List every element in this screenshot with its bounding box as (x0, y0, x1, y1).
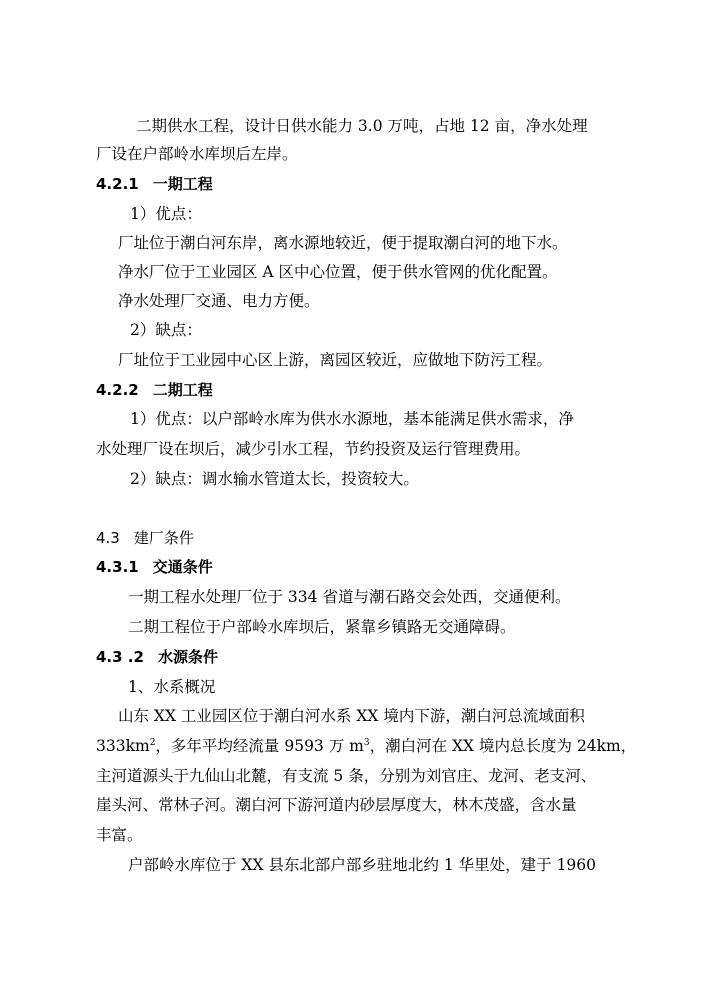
paragraph-1-line-3: 主河道源头于九仙山北麓，有支流 5 条，分别为刘官庄、龙河、老支河、 (96, 767, 597, 785)
heading-title: 二期工程 (152, 381, 213, 399)
subheading-water-system: 1、水系概况 (128, 678, 216, 696)
heading-title: 建厂条件 (133, 529, 194, 547)
phase2-disadvantages: 2）缺点：调水输水管道太长，投资较大。 (130, 470, 419, 488)
paragraph-1-line-5: 丰富。 (96, 826, 143, 844)
traffic-line-1: 一期工程水处理厂位于 334 省道与潮石路交会处西，交通便利。 (128, 588, 571, 606)
heading-4-3-2 (96, 647, 218, 667)
traffic-line-2: 二期工程位于户部岭水库坝后，紧靠乡镇路无交通障碍。 (128, 618, 516, 636)
advantage-item: 厂址位于潮白河东岸，离水源地较近，便于提取潮白河的地下水。 (118, 234, 568, 252)
paragraph-2-line-1: 户部岭水库位于 XX 县东北部户部乡驻地北约 1 华里处，建于 1960 (128, 856, 597, 874)
heading-4-3-1 (96, 557, 213, 577)
heading-4-3 (96, 528, 194, 548)
superscript: 3 (363, 738, 370, 748)
advantage-item: 净水处理厂交通、电力方便。 (118, 292, 320, 310)
phase2-advantages-line-2: 水处理厂设在坝后，减少引水工程，节约投资及运行管理费用。 (96, 440, 531, 458)
advantages-label: 1）优点： (130, 205, 202, 223)
text-run: 333km (96, 737, 150, 755)
heading-4-2-2 (96, 380, 213, 400)
paragraph-1-line-2 (96, 736, 636, 756)
heading-4-2-1 (96, 174, 213, 194)
paragraph-1-line-1: 山东 XX 工业园区位于潮白河水系 XX 境内下游，潮白河总流域面积 (118, 707, 585, 725)
heading-number: 4.2.1 (96, 175, 139, 193)
phase2-advantages-line-1: 1）优点：以户部岭水库为供水水源地，基本能满足供水需求，净 (130, 410, 574, 428)
heading-title: 水源条件 (157, 648, 218, 666)
heading-title: 一期工程 (152, 175, 213, 193)
superscript: 2 (149, 738, 156, 748)
paragraph-1-line-4: 崖头河、常林子河。潮白河下游河道内砂层厚度大，林木茂盛，含水量 (96, 796, 577, 814)
text-run: ，潮白河在 XX 境内总长度为 24km， (369, 737, 637, 755)
intro-line-2: 厂设在户部岭水库坝后左岸。 (96, 145, 298, 163)
heading-number: 4.3 .2 (96, 648, 144, 666)
advantage-item: 净水厂位于工业园区 A 区中心位置，便于供水管网的优化配置。 (118, 263, 558, 281)
intro-line-1: 二期供水工程，设计日供水能力 3.0 万吨，占地 12 亩，净水处理 (136, 117, 588, 135)
heading-number: 4.3.1 (96, 558, 139, 576)
disadvantages-label: 2）缺点： (130, 321, 202, 339)
heading-title: 交通条件 (152, 558, 213, 576)
heading-number: 4.2.2 (96, 381, 139, 399)
heading-number: 4.3 (96, 529, 120, 547)
text-run: ，多年平均经流量 9593 万 m (155, 737, 364, 755)
disadvantage-item: 厂址位于工业园中心区上游，离园区较近，应做地下防污工程。 (118, 351, 553, 369)
